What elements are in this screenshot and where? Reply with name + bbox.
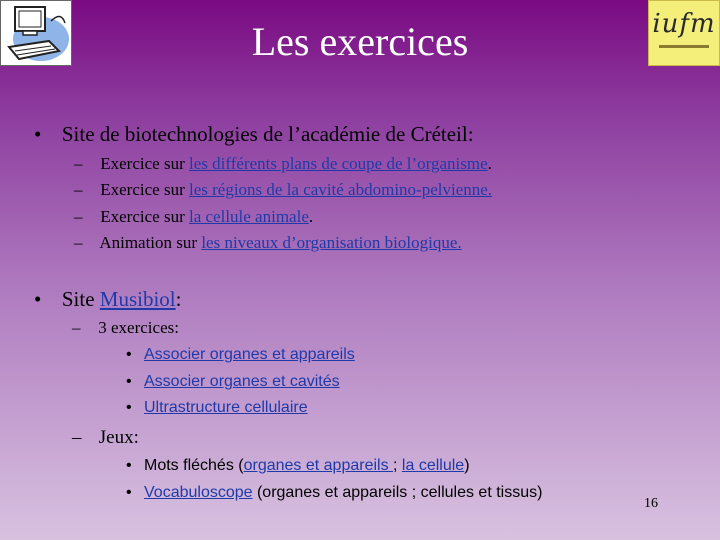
- list-item: [126, 484, 542, 502]
- dash-icon: –: [74, 154, 83, 173]
- link-musibiol[interactable]: Musibiol: [99, 287, 176, 311]
- item-prefix: Exercice sur: [100, 207, 189, 226]
- link-associer-organes-cavites[interactable]: Associer organes et cavités: [144, 373, 340, 390]
- games-label: Jeux:: [98, 427, 139, 448]
- link-regions-cavite[interactable]: les régions de la cavité abdomino-pelvienne.: [188, 180, 493, 199]
- iufm-logo-text: iufm: [652, 9, 716, 39]
- mots-fleches-suffix: ): [464, 457, 470, 474]
- bullet-icon: •: [126, 346, 132, 363]
- mots-fleches-prefix: Mots fléchés (: [144, 457, 244, 474]
- item-suffix: .: [487, 154, 492, 173]
- list-item: [74, 207, 313, 227]
- list-item: [74, 180, 492, 200]
- item-prefix: Animation sur: [99, 233, 202, 252]
- list-item: [74, 154, 492, 174]
- link-associer-organes-appareils[interactable]: Associer organes et appareils: [144, 346, 355, 363]
- games-label-row: [72, 427, 139, 449]
- item-prefix: Exercice sur: [100, 180, 189, 199]
- exercises-label-row: [72, 318, 179, 338]
- section2-heading-row: [34, 287, 181, 312]
- section2-heading-suffix: :: [175, 287, 182, 311]
- link-vocabuloscope[interactable]: Vocabuloscope: [144, 484, 253, 501]
- dash-icon: –: [74, 180, 83, 199]
- link-niveaux-organisation[interactable]: les niveaux d’organisation biologique.: [201, 233, 462, 252]
- item-prefix: Exercice sur: [100, 154, 189, 173]
- separator-text: ;: [393, 457, 402, 474]
- link-cellule-animale[interactable]: la cellule animale: [188, 207, 309, 226]
- section1-heading-row: [34, 122, 474, 147]
- bullet-icon: •: [34, 287, 42, 311]
- dash-icon: –: [72, 427, 82, 448]
- page-number: 16: [644, 496, 658, 511]
- list-item: [126, 346, 355, 364]
- list-item: [74, 233, 462, 253]
- list-item: [126, 399, 308, 417]
- section1-heading: Site de biotechnologies de l’académie de Créteil:: [61, 122, 474, 146]
- link-plans-de-coupe[interactable]: les différents plans de coupe de l’organisme: [188, 154, 488, 173]
- bullet-icon: •: [126, 373, 132, 390]
- link-la-cellule[interactable]: la cellule: [401, 457, 465, 474]
- bullet-icon: •: [126, 399, 132, 416]
- item-suffix: .: [308, 207, 314, 226]
- list-item: [126, 373, 340, 391]
- bullet-icon: •: [34, 122, 42, 146]
- page-title: Les exercices: [251, 19, 469, 64]
- bullet-icon: •: [126, 457, 132, 474]
- dash-icon: –: [72, 318, 81, 337]
- dash-icon: –: [74, 233, 83, 252]
- vocabuloscope-suffix: (organes et appareils ; cellules et tissus): [252, 484, 543, 501]
- link-organes-et-appareils[interactable]: organes et appareils: [243, 457, 394, 474]
- section2-heading-prefix: Site: [61, 287, 100, 311]
- list-item: [126, 457, 470, 475]
- link-ultrastructure-cellulaire[interactable]: Ultrastructure cellulaire: [144, 399, 308, 416]
- dash-icon: –: [74, 207, 83, 226]
- bullet-icon: •: [126, 484, 132, 501]
- exercises-label: 3 exercices:: [98, 318, 179, 337]
